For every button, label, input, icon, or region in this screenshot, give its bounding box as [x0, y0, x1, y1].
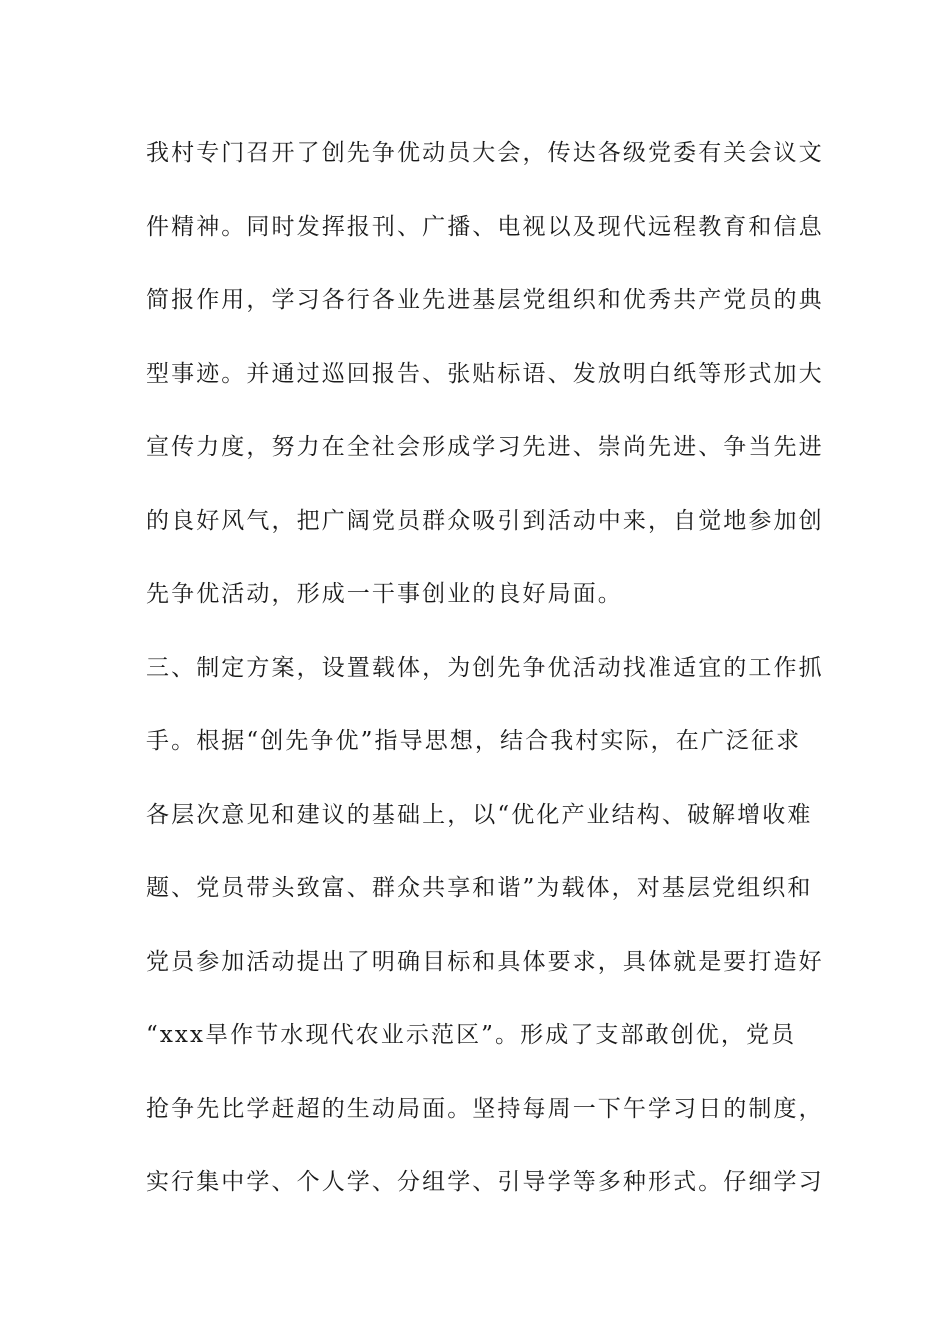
text-line: 题、党员带头致富、群众共享和谐”为载体，对基层党组织和	[146, 875, 813, 901]
text-line: 手。根据“创先争优”指导思想，结合我村实际，在广泛征求	[146, 728, 802, 754]
text-line: 宣传力度，努力在全社会形成学习先进、崇尚先进、争当先进	[146, 434, 824, 460]
section-heading-line: 三、制定方案，设置载体，为创先争优活动找准适宜的工作抓	[146, 654, 824, 681]
text-line: 简报作用，学习各行各业先进基层党组织和优秀共产党员的典	[146, 287, 824, 313]
body-text	[146, 127, 824, 1230]
text-line: “xxx旱作节水现代农业示范区”。形成了支部敢创优，党员	[146, 1022, 797, 1048]
text-line: 件精神。同时发挥报刊、广播、电视以及现代远程教育和信息	[146, 213, 824, 240]
text-line: 的良好风气，把广阔党员群众吸引到活动中来，自觉地参加创	[146, 507, 824, 534]
text-line: 各层次意见和建议的基础上，以“优化产业结构、破解增收难	[146, 801, 813, 828]
text-line: 型事迹。并通过巡回报告、张贴标语、发放明白纸等形式加大	[146, 360, 824, 387]
text-line: 我村专门召开了创先争优动员大会，传达各级党委有关会议文	[146, 140, 824, 166]
text-line: 实行集中学、个人学、分组学、引导学等多种形式。仔细学习	[146, 1169, 824, 1195]
text-line: 抢争先比学赶超的生动局面。坚持每周一下午学习日的制度，	[146, 1095, 824, 1122]
text-line: 党员参加活动提出了明确目标和具体要求，具体就是要打造好	[146, 948, 824, 975]
text-line: 先争优活动，形成一干事创业的良好局面。	[146, 581, 623, 607]
